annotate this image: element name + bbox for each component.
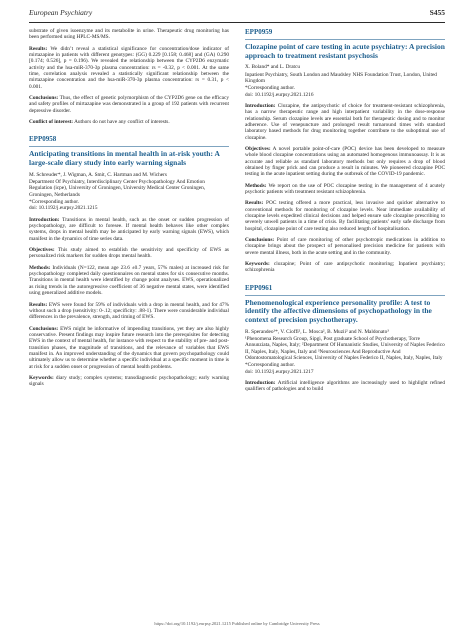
header-rule — [29, 22, 445, 23]
abstract-title: Clozapine point of care testing in acute psychiatry: A precision approach to treatment resistant psychosis — [245, 42, 445, 60]
continued-paragraph: substrate of given isoenzyme and its metabolite in urine. Therapeutic drug monitoring has been performed using HPLC-MS/MS. — [29, 28, 229, 41]
doi-link[interactable]: doi: 10.1192/j.eurpsy.2021.1217 — [245, 368, 314, 375]
affiliation: Inpatient Psychiatry, South London and Maudsley NHS Foundation Trust, London, United Kingdom — [245, 71, 437, 84]
section-label: Keywords: — [29, 374, 54, 381]
author-list: X. Boland* and L. Dratcu — [245, 64, 301, 71]
corresponding-author-note: *Corresponding author. — [29, 199, 80, 206]
results-paragraph: Results: We didn’t reveal a statistical significance for concentration/dose indicator of mirtazapine in patients with different genotypes: (GG) 0.229 [0.158; 0.468] and (GA) 0.290 [0.174; 0.526], p = 0.196). We revealed the relationship between the CYP2D6 enzymatic activity and the hsa-miR-370-3p plasma concentration: rs = -0.32, p < 0.001. At the same time, correlation analysis revealed a statistically significant relationship between the mirtazapine concentration and the hsa-miR-370-3p plasma concentration: rs = 0.31, p < 0.001. — [29, 45, 229, 90]
section-label: Introduction: — [245, 102, 276, 109]
section-label: Keywords: — [245, 261, 270, 268]
journal-name: European Psychiatry — [29, 8, 93, 17]
affiliation: Department Of Psychiatry, Interdisciplinary Center Psychopathology And Emotion Regulation (icpe), University of Groningen, University Medical Center Groningen, Groningen, Netherlands — [29, 179, 206, 198]
abstract-rule — [29, 146, 229, 147]
section-label: Results: — [29, 301, 48, 308]
introduction-paragraph: Introduction: Artificial intelligence algorithms are increasingly used to highlight refined qualifiers of pathologies and to build — [245, 380, 445, 393]
conclusions-paragraph: Conclusions: EWS might be informative of impending transitions, yet they are also highly conservative. Present findings may inspire future research into the prerequisites for detecting EWS in the context of mental health, for instance with respect to the stability of pre- and post-transition phases, the magnitude of transitions, and the relevance of variables that EWS manifest in. An improved understanding of the dynamics that govern psychopathology could ultimately allow us to determine whether a specific individual at a specific moment in time is at risk for a sudden onset or progression of mental health problems. — [29, 325, 229, 370]
introduction-paragraph: Introduction: Clozapine, the antipsychotic of choice for treatment-resistant schizophrenia, has a narrow therapeutic range and high interpatient variability in the dose-response relationship. Serum clozapine levels are essential both for therapeutic dosing and to monitor adherence. Use of venepuncture and prolonged result turnaround times with standard laboratory based methods for drug monitoring together contribute to the suboptimal use of clozapine. — [245, 102, 445, 141]
section-label: Objectives: — [29, 247, 55, 254]
abstract-id: EPP0961 — [245, 283, 273, 292]
methods-paragraph: Methods: We report on the use of POC clozapine testing in the management of 4 acutely psychotic patients with treatment resistant schizophrenia. — [245, 182, 445, 196]
keywords: Keywords: diary study; complex systems; transdiagnostic psychopathology; early warning signals — [29, 374, 229, 388]
introduction-paragraph: Introduction: Transitions in mental health, such as the onset or sudden progression of psychopathology, are difficult to foresee. If mental health behaves like other complex systems, drops in mental health may be anticipated by early warning signals (EWS), which manifest in the dynamics of time series data. — [29, 216, 229, 242]
left-column — [29, 28, 229, 393]
corresponding-author-note: *Corresponding author. — [245, 85, 296, 92]
section-label: Conclusions: — [29, 95, 59, 102]
page-number: S455 — [429, 8, 445, 17]
section-label: Results: — [29, 45, 48, 52]
results-paragraph: Results: POC testing offered a more practical, less invasive and quicker alternative to conventional methods for monitoring of clozapine levels. Near immediate availability of clozapine levels expedited clinical decisions and helped ensure safe clozapine prescribing to severely unwell patients in a time of crisis. By facilitating patients’ early safe discharge from hospital, clozapine point of care testing also reduced length of hospitalisation. — [245, 200, 445, 232]
objectives-paragraph: Objectives: A novel portable point-of-care (POC) device has been developed to measure whole blood clozapine concentrations using an automated homogenous immunoassay. It is as accurate and reliable as standard laboratory methods but only requires a drop of blood obtained by finger prick and can produce a result in minutes. We pioneered clozapine POC testing in the acute inpatient setting during the outbreak of the COVID-19 pandemic. — [245, 145, 445, 178]
objectives-paragraph: Objectives: This study aimed to establish the sensitivity and specificity of EWS as personalized risk markers for sudden drops mental health. — [29, 247, 229, 260]
keywords: Keywords: clozapine; Point of care antipsychotic monitoring; Inpatient psychiatry; schizophrenia — [245, 261, 445, 274]
author-list: R. Sperandeo¹*, V. Cioffi², L. Mosca², B. Muzii² and N. Maldonato³ — [245, 328, 389, 335]
methods-paragraph: Methods: Individuals (N=122, mean age 23.6 ±0.7 years, 57% males) at increased risk for psychopathology completed daily questionnaires on mental states for six consecutive months. Transitions in mental health were identified by change point analyses. EWS, operationalized as rising trends in the autoregressive coefficient of 36 negative mental states, were identified using generalized additive models. — [29, 264, 229, 297]
abstract-rule — [245, 295, 445, 296]
doi-link[interactable]: doi: 10.1192/j.eurpsy.2021.1216 — [245, 91, 314, 98]
conclusions-paragraph: Conclusions: Thus, the effect of genetic polymorphism of the CYP2D6 gene on the efficacy and safety profiles of mirtazapine was demonstrated in a group of 192 patients with recurrent depressive disorder. — [29, 95, 229, 114]
abstract-title: Phenomenological experience personality profile: A test to identify the affective dimensions of psychopathology in the context of precision psychotherapy. — [245, 297, 432, 324]
section-label: Conflict of interest: — [29, 119, 74, 126]
doi-link[interactable]: doi: 10.1192/j.eurpsy.2021.1215 — [29, 205, 98, 212]
right-column — [245, 28, 445, 398]
corresponding-author-note: *Corresponding author. — [245, 362, 296, 369]
running-header — [29, 8, 445, 22]
section-label: Introduction: — [245, 380, 276, 386]
abstract-id: EPP0959 — [245, 28, 273, 36]
footer-doi[interactable]: https://doi.org/10.1192/j.eurpsy.2021.1215 Published online by Cambridge University Press — [154, 621, 320, 626]
abstract-id: EPP0958 — [29, 135, 57, 144]
affiliation: ¹Phenomena Research Group, Sipgi, Post graduate School of Psychotherapy, Torre Annunziata, Naples, Italy; ²Department Of Humanistic Studies, University of Naples Federico II, Naples, Italy, Naples, Italy and ³Neurosciences And Reproductive And Odontostomatological Sciences, University of Naples Federico II, Naples, Italy, Naples, Italy — [245, 335, 445, 361]
section-label: Results: — [245, 200, 264, 207]
conflict-of-interest: Conflict of interest: Authors do not have any conflict of interests. — [29, 119, 170, 126]
author-list: M. Schreuder*, J. Wigman, A. Smit, C. Hartman and M. Wichers — [29, 171, 167, 178]
section-label: Introduction: — [29, 216, 60, 223]
abstract-title: Anticipating transitions in mental health in at-risk youth: A large-scale diary study into early warning signals — [29, 149, 220, 168]
results-paragraph: Results: EWS were found for 59% of individuals with a drop in mental health, and for 47% without such a drop (sensitivity: 0-.12; specificity: .88-1). There were considerable individual differences in the prevalence, strength, and timing of EWS. — [29, 301, 229, 321]
section-label: Methods: — [245, 182, 267, 189]
section-label: Conclusions: — [245, 237, 275, 244]
section-label: Conclusions: — [29, 325, 59, 332]
conclusions-paragraph: Conclusions: Point of care monitoring of other psychotropic medications in addition to clozapine brings about the prospect of personalised precision medicine for patients with severe mental illness, both in the acute setting and in the community. — [245, 237, 445, 256]
section-label: Methods: — [29, 264, 51, 271]
abstract-rule — [245, 39, 445, 40]
section-label: Objectives: — [245, 145, 271, 152]
